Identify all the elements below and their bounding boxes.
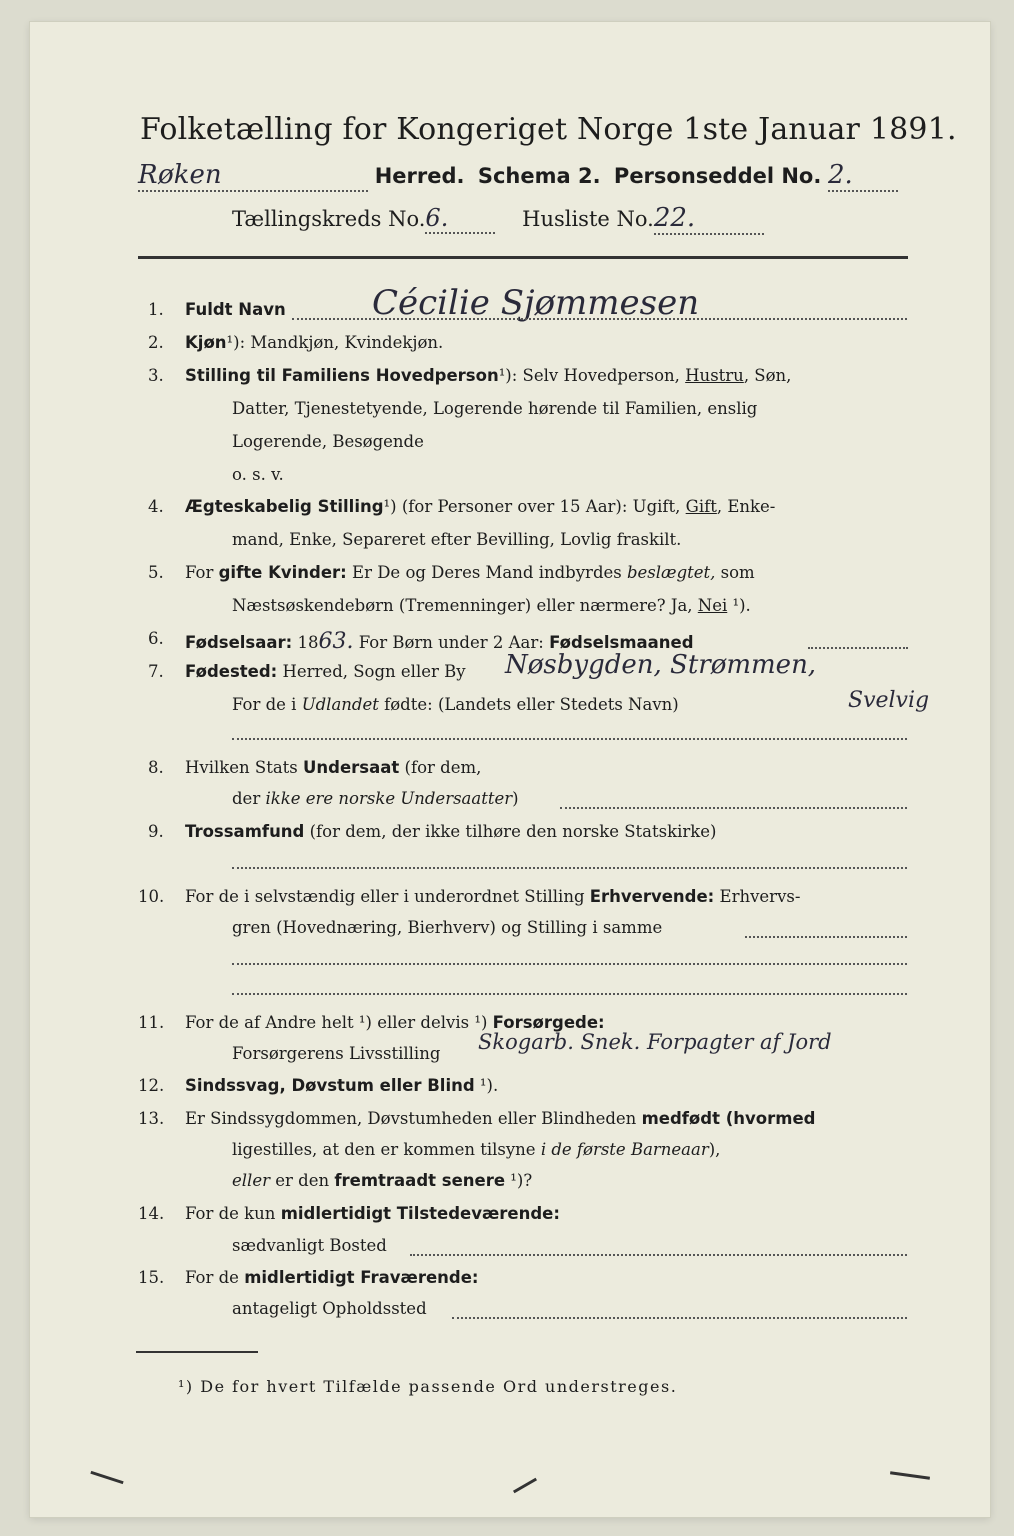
q11-text1: For de af Andre helt ¹) eller delvis ¹): [185, 1013, 493, 1032]
herred-value: Røken: [138, 160, 368, 192]
q15-row-2: antageligt Opholdssted: [232, 1299, 427, 1318]
q12-number: 12.: [138, 1076, 165, 1095]
q2-number: 2.: [148, 333, 164, 352]
q15-text1: For de: [185, 1268, 245, 1287]
q15-fill-line: [452, 1317, 907, 1319]
q3-row-1: [185, 366, 791, 385]
q1-number: 1.: [148, 300, 164, 319]
q13-line3it: eller: [232, 1171, 270, 1190]
q10-text1b: Erhvervs-: [714, 887, 801, 906]
q5-row-1: [185, 563, 755, 582]
q5-italic: beslægtet,: [626, 563, 716, 582]
q3-text1: : Selv Hovedperson,: [511, 366, 686, 385]
q1-fill-line: [292, 318, 907, 320]
taellingskreds-value: 6.: [425, 204, 495, 234]
q13-line2b: ),: [708, 1140, 721, 1159]
q4-sup: ¹): [383, 497, 397, 516]
q14-number: 14.: [138, 1204, 165, 1223]
q1-label: Fuldt Navn: [185, 300, 286, 319]
footnote-rule: [136, 1351, 258, 1353]
q4-row-1: [185, 497, 775, 516]
q8-text1b: (for dem,: [399, 758, 482, 777]
q10-row-2: gren (Hovednæring, Bierhverv) og Stilling i samme: [232, 918, 663, 937]
q15-label: midlertidigt Fraværende:: [244, 1268, 479, 1287]
q5-number: 5.: [148, 563, 164, 582]
q8-line2b: ): [512, 789, 519, 808]
q1-row: [185, 300, 286, 319]
q7-line2it: Udlandet: [301, 695, 379, 714]
schema-label: Schema 2.: [477, 164, 601, 188]
q13-text1b: (hvormed: [719, 1109, 816, 1128]
q4-text1: (for Personer over 15 Aar): Ugift,: [396, 497, 686, 516]
q6-label: Fødselsaar:: [185, 633, 293, 652]
header-line-2: [232, 203, 764, 235]
q12-label: Sindssvag, Døvstum eller Blind: [185, 1076, 475, 1095]
herred-label: Herred.: [374, 164, 465, 188]
q14-label: midlertidigt Tilstedeværende:: [280, 1204, 560, 1223]
q8-line2a: der: [232, 789, 266, 808]
q3-number: 3.: [148, 366, 164, 385]
q14-text1: For de kun: [185, 1204, 281, 1223]
q11-value: Skogarb. Snek. Forpagter af Jord: [478, 1030, 832, 1054]
header-rule: [138, 256, 908, 259]
q9-text: (for dem, der ikke tilhøre den norske Statskirke): [304, 822, 717, 841]
q8-text1: Hvilken Stats: [185, 758, 304, 777]
q7-birthplace-value: Nøsbygden, Strømmen,: [505, 650, 817, 680]
q4-label: Ægteskabelig Stilling: [185, 497, 384, 516]
q7-line2a: For de i: [232, 695, 302, 714]
q7-birthplace-value-2: Svelvig: [848, 688, 930, 713]
personseddel-label: Personseddel No.: [613, 164, 822, 188]
q9-fill-line: [232, 867, 907, 869]
q4-number: 4.: [148, 497, 164, 516]
q6-year-value: 63.: [318, 629, 354, 654]
q8-line2it: ikke ere norske Undersaatter: [265, 789, 513, 808]
q9-label: Trossamfund: [185, 822, 305, 841]
q13-row-1: [185, 1109, 815, 1128]
q2-label: Kjøn: [185, 333, 227, 352]
q4-gift: Gift: [685, 497, 717, 516]
q15-number: 15.: [138, 1268, 165, 1287]
q5-pre: For: [185, 563, 219, 582]
q10-fill-line-1: [745, 936, 907, 938]
q5-text1b: som: [715, 563, 755, 582]
q13-line3a: er den: [269, 1171, 335, 1190]
q10-text1: For de i selvstændig eller i underordnet Stilling: [185, 887, 590, 906]
q7-text: Herred, Sogn eller By: [277, 662, 466, 681]
q5-line2a: Næstsøskendebørn (Tremenninger) eller nærmere? Ja,: [232, 596, 698, 615]
q5-nei: Nei: [697, 596, 728, 615]
q13-line2a: ligestilles, at den er kommen tilsyne: [232, 1140, 541, 1159]
q13-line3b: ¹)?: [505, 1171, 533, 1190]
q3-hustru: Hustru: [685, 366, 744, 385]
q3-label: Stilling til Familiens Hovedperson: [185, 366, 499, 385]
q7-row-2: [232, 695, 679, 714]
q13-line3label: fremtraadt senere: [334, 1171, 506, 1190]
q2-text: : Mandkjøn, Kvindekjøn.: [239, 333, 444, 352]
q7-row-1: [185, 662, 466, 681]
q14-row-2: sædvanligt Bosted: [232, 1236, 387, 1255]
q7-fill-line: [232, 738, 907, 740]
q10-number: 10.: [138, 887, 165, 906]
q4-text1b: , Enke-: [716, 497, 776, 516]
q1-name-value: Cécilie Sjømmesen: [372, 283, 700, 323]
q5-row-2: [232, 596, 751, 615]
q10-label: Erhvervende:: [589, 887, 715, 906]
q3-row-2: Datter, Tjenestetyende, Logerende hørende til Familien, enslig: [232, 399, 758, 418]
q12-row: [185, 1076, 498, 1095]
husliste-value: 22.: [654, 203, 764, 235]
personseddel-value: 2.: [828, 160, 898, 192]
q14-fill-line: [410, 1254, 907, 1256]
q4-row-2: mand, Enke, Separeret efter Bevilling, Lovlig fraskilt.: [232, 530, 682, 549]
q13-label: medfødt: [641, 1109, 720, 1128]
q9-number: 9.: [148, 822, 164, 841]
q6-fill-line: [808, 647, 908, 649]
q7-number: 7.: [148, 662, 164, 681]
footnote: ¹) De for hvert Tilfælde passende Ord understreges.: [178, 1377, 678, 1396]
q7-label: Fødested:: [185, 662, 278, 681]
q10-fill-line-2: [232, 963, 907, 965]
q2-sup: ¹): [226, 333, 240, 352]
q2-row: [185, 333, 443, 352]
q6-label2: Fødselsmaaned: [549, 633, 694, 652]
q11-number: 11.: [138, 1013, 165, 1032]
q6-year-prefix: 18: [292, 633, 319, 652]
q5-line2b: ¹).: [727, 596, 751, 615]
q15-row-1: [185, 1268, 479, 1287]
q7-line2b: fødte: (Landets eller Stedets Navn): [378, 695, 679, 714]
q14-row-1: [185, 1204, 560, 1223]
q11-row-2: Forsørgerens Livsstilling: [232, 1044, 441, 1063]
q10-fill-line-3: [232, 993, 907, 995]
q3-text1b: , Søn,: [743, 366, 792, 385]
q3-sup: ¹): [498, 366, 512, 385]
q13-number: 13.: [138, 1109, 165, 1128]
q3-row-4: o. s. v.: [232, 465, 284, 484]
q12-sup: ¹).: [474, 1076, 499, 1095]
q6-text: For Børn under 2 Aar:: [353, 633, 550, 652]
q6-number: 6.: [148, 629, 164, 648]
q5-text1: Er De og Deres Mand indbyrdes: [346, 563, 627, 582]
form-title: Folketælling for Kongeriget Norge 1ste Januar 1891.: [140, 112, 957, 147]
q10-row-1: [185, 887, 800, 906]
q8-row-2: [232, 789, 519, 808]
q8-label: Undersaat: [303, 758, 400, 777]
taellingskreds-label: Tællingskreds No.: [232, 207, 426, 231]
q9-row: [185, 822, 716, 841]
q13-text1: Er Sindssygdommen, Døvstumheden eller Blindheden: [185, 1109, 642, 1128]
header-line-1: [138, 160, 898, 192]
q8-row-1: [185, 758, 481, 777]
q5-label: gifte Kvinder:: [218, 563, 347, 582]
husliste-label: Husliste No.: [522, 207, 654, 231]
q3-row-3: Logerende, Besøgende: [232, 432, 424, 451]
q8-fill-line: [560, 807, 907, 809]
q13-row-2: [232, 1140, 720, 1159]
q13-line2it: i de første Barneaar: [540, 1140, 709, 1159]
census-form-page: [30, 22, 990, 1517]
q11-label: Forsørgede:: [492, 1013, 605, 1032]
q8-number: 8.: [148, 758, 164, 777]
q13-row-3: [232, 1171, 532, 1190]
